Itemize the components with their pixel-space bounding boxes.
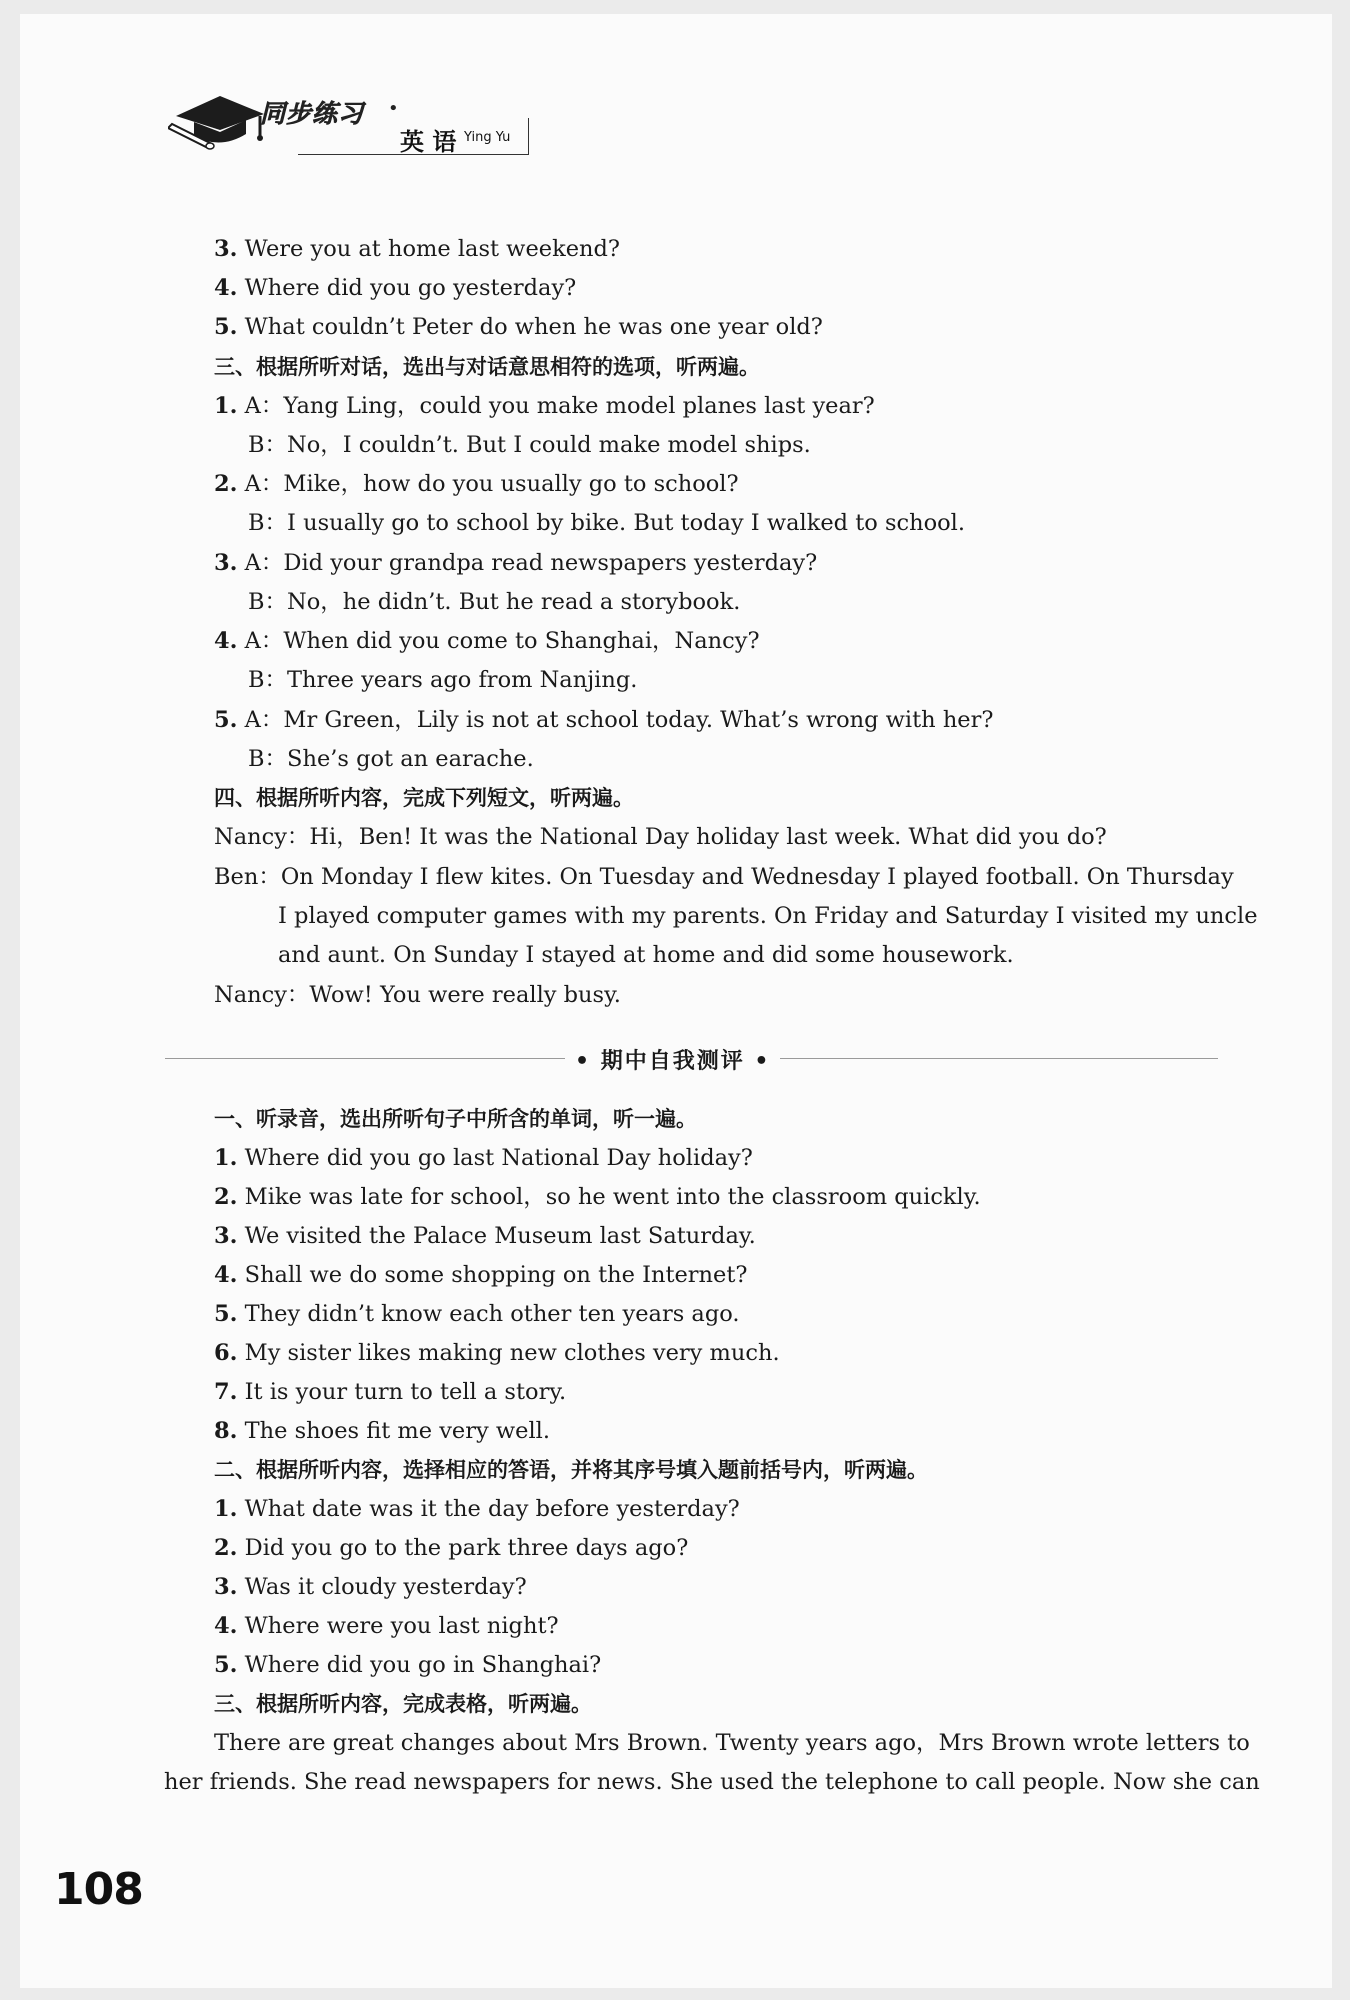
item-text: Where did you go in Shanghai? [244, 1652, 602, 1678]
section-heading: 三、根据所听内容，完成表格，听两遍。 [214, 1692, 592, 1716]
item-text: They didn’t know each other ten years ago. [244, 1301, 740, 1327]
list-item [214, 1416, 550, 1446]
item-number: 5. [214, 1301, 238, 1327]
dialogue-line [214, 548, 817, 578]
item-number: 5. [214, 707, 238, 733]
list-item [214, 1143, 753, 1173]
page-header [168, 88, 528, 160]
item-text: It is your turn to tell a story. [244, 1379, 567, 1405]
passage-line: I played computer games with my parents. On Friday and Saturday I visited my uncle [278, 903, 1258, 929]
series-title: 同步练习 [260, 99, 365, 128]
passage-line: and aunt. On Sunday I stayed at home and did some housework. [278, 942, 1014, 968]
item-text: What date was it the day before yesterday? [244, 1496, 740, 1522]
section-heading: 二、根据所听内容，选择相应的答语，并将其序号填入题前括号内，听两遍。 [214, 1458, 928, 1482]
section-heading: 四、根据所听内容，完成下列短文，听两遍。 [214, 786, 634, 810]
dialogue-a: A：Yang Ling，could you make model planes last year? [244, 393, 875, 419]
list-item [214, 312, 823, 342]
graduation-cap-icon [168, 90, 268, 156]
item-number: 4. [214, 1262, 238, 1288]
list-item [214, 1338, 780, 1368]
item-number: 4. [214, 275, 238, 301]
passage-line: Ben：On Monday I flew kites. On Tuesday and Wednesday I played football. On Thursday [214, 864, 1234, 890]
item-text: Where did you go yesterday? [244, 275, 577, 301]
dialogue-line [214, 391, 875, 421]
list-item [214, 1182, 981, 1212]
list-item [214, 1650, 601, 1680]
page-number: 108 [54, 1864, 143, 1915]
item-number: 4. [214, 1613, 238, 1639]
passage-line: her friends. She read newspapers for news. She used the telephone to call people. Now she can [164, 1769, 1260, 1795]
item-number: 2. [214, 1184, 238, 1210]
list-item [214, 1260, 747, 1290]
item-number: 8. [214, 1418, 238, 1444]
list-item [214, 1494, 740, 1524]
item-number: 2. [214, 1535, 238, 1561]
section-heading: 一、听录音，选出所听句子中所含的单词，听一遍。 [214, 1107, 697, 1131]
item-text: Were you at home last weekend? [244, 236, 620, 262]
section-heading: 三、根据所听对话，选出与对话意思相符的选项，听两遍。 [214, 355, 760, 379]
item-text: My sister likes making new clothes very much. [244, 1340, 780, 1366]
item-text: Was it cloudy yesterday? [244, 1574, 527, 1600]
item-number: 3. [214, 1223, 238, 1249]
list-item [214, 1572, 527, 1602]
item-number: 7. [214, 1379, 238, 1405]
item-number: 3. [214, 1574, 238, 1600]
dialogue-line: B：I usually go to school by bike. But today I walked to school. [248, 510, 966, 536]
header-dot: • [388, 98, 399, 119]
passage-line: Nancy：Wow! You were really busy. [214, 982, 621, 1008]
list-item [214, 1221, 756, 1251]
dialogue-line: B：She’s got an earache. [248, 746, 534, 772]
dialogue-a: A：Mike，how do you usually go to school? [244, 471, 739, 497]
item-text: The shoes fit me very well. [244, 1418, 550, 1444]
passage-line: Nancy：Hi，Ben! It was the National Day holiday last week. What did you do? [214, 824, 1107, 850]
item-number: 5. [214, 1652, 238, 1678]
midterm-title: • 期中自我测评 • [565, 1044, 780, 1075]
item-number: 3. [214, 236, 238, 262]
list-item [214, 1377, 566, 1407]
item-number: 5. [214, 314, 238, 340]
subject-pinyin: Ying Yu [464, 130, 511, 145]
dialogue-line: B：No，I couldn’t. But I could make model ships. [248, 432, 811, 458]
item-text: Mike was late for school，so he went into the classroom quickly. [244, 1184, 981, 1210]
dialogue-a: A：When did you come to Shanghai，Nancy? [244, 628, 760, 654]
item-number: 3. [214, 550, 238, 576]
list-item [214, 273, 576, 303]
dialogue-line [214, 626, 760, 656]
list-item [214, 234, 620, 264]
item-text: Where did you go last National Day holiday? [244, 1145, 753, 1171]
passage-line: There are great changes about Mrs Brown. Twenty years ago，Mrs Brown wrote letters to [214, 1730, 1250, 1756]
item-number: 1. [214, 1496, 238, 1522]
dialogue-line [214, 469, 739, 499]
item-text: Did you go to the park three days ago? [244, 1535, 689, 1561]
dialogue-a: A：Mr Green，Lily is not at school today. What’s wrong with her? [244, 707, 994, 733]
dialogue-a: A：Did your grandpa read newspapers yesterday? [244, 550, 818, 576]
item-number: 2. [214, 471, 238, 497]
item-number: 1. [214, 1145, 238, 1171]
dialogue-line: B：Three years ago from Nanjing. [248, 667, 638, 693]
item-text: Where were you last night? [244, 1613, 559, 1639]
item-text: We visited the Palace Museum last Saturday. [244, 1223, 756, 1249]
item-number: 1. [214, 393, 238, 419]
dialogue-line [214, 705, 993, 735]
item-text: What couldn’t Peter do when he was one year old? [244, 314, 823, 340]
item-number: 6. [214, 1340, 238, 1366]
item-number: 4. [214, 628, 238, 654]
list-item [214, 1299, 740, 1329]
item-text: Shall we do some shopping on the Internet? [244, 1262, 748, 1288]
list-item [214, 1533, 688, 1563]
dialogue-line: B：No，he didn’t. But he read a storybook. [248, 589, 741, 615]
subject-label: 英 语 [400, 128, 457, 156]
list-item [214, 1611, 559, 1641]
